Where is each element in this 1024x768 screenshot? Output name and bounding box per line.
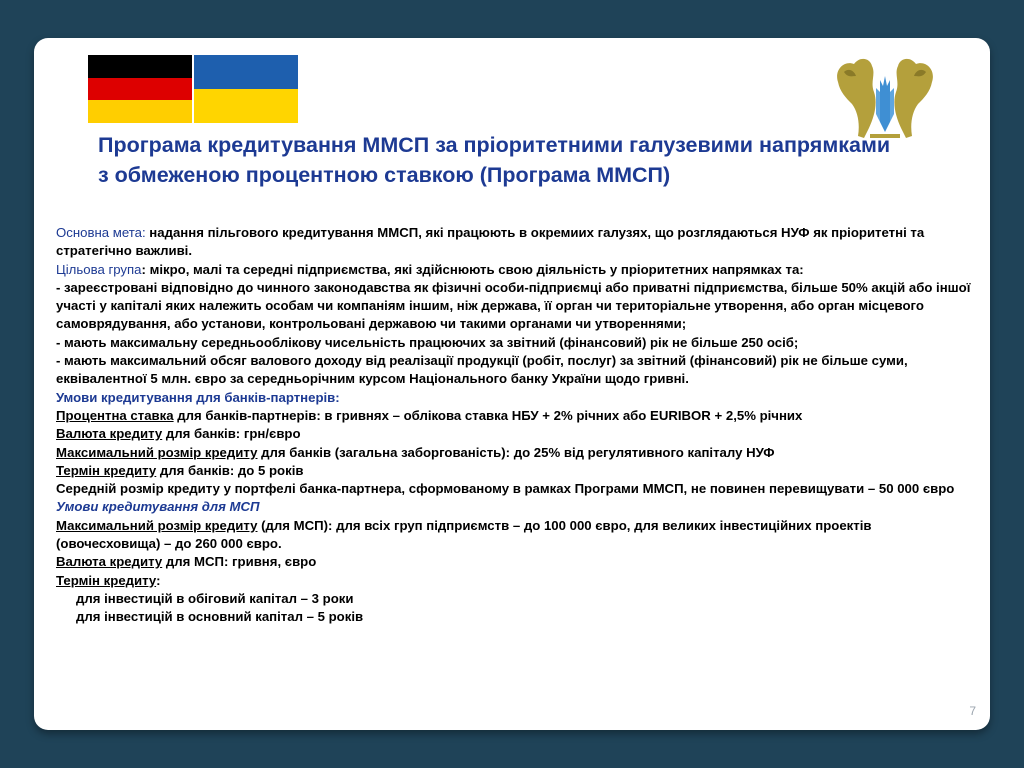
banks-row xyxy=(56,444,976,462)
banks-row-label: Максимальний розмір кредиту xyxy=(56,444,258,460)
nbu-emblem-icon xyxy=(830,52,940,142)
banks-row-text: для банків (загальна заборгованість): до 25% від регулятивного капіталу НУФ xyxy=(257,444,775,460)
sme-row-text: (для МСП): для всіх груп підприємств – до 100 000 євро, для великих інвестиційних проектів (овочесховища) – до 260 000 євро. xyxy=(56,517,872,552)
banks-note: Середній розмір кредиту у портфелі банка-партнера, сформованому в рамках Програми ММСП, не повинен перевищувати – 50 000 євро xyxy=(56,481,955,497)
banks-row xyxy=(56,407,976,425)
banks-row-text: для банків: грн/євро xyxy=(162,426,301,442)
banks-row-text: для банків: до 5 років xyxy=(156,462,304,478)
banks-row xyxy=(56,425,976,443)
banks-row-label: Валюта кредиту xyxy=(56,426,163,442)
sme-term-label: Термін кредиту xyxy=(56,572,157,588)
banks-row-label: Термін кредиту xyxy=(56,462,157,478)
sme-heading: Умови кредитування для МСП xyxy=(56,499,260,515)
target-text: : мікро, малі та середні підприємства, які здійснюють свою діяльність у пріоритетних напрямках та: xyxy=(141,261,804,277)
goal-label: Основна мета: xyxy=(56,225,146,240)
sme-row xyxy=(56,553,976,571)
page-number: 7 xyxy=(969,704,976,718)
page-title: Програма кредитування ММСП за пріоритетними галузевими напрямками з обмеженою процентною ставкою (Програма ММСП) xyxy=(98,133,891,187)
banks-row xyxy=(56,462,976,480)
sme-row-text: для МСП: гривня, євро xyxy=(162,554,317,570)
sme-row xyxy=(56,517,976,554)
goal-paragraph xyxy=(56,224,976,261)
flag-germany-icon xyxy=(88,55,192,123)
banks-row-label: Процентна ставка xyxy=(56,407,174,423)
banks-heading: Умови кредитування для банків-партнерів: xyxy=(56,389,340,405)
sme-term-item: для інвестицій в основний капітал – 5 років xyxy=(76,609,364,625)
sme-term-item: для інвестицій в обіговий капітал – 3 роки xyxy=(76,590,354,606)
slide xyxy=(34,38,990,730)
target-paragraph xyxy=(56,261,976,279)
sme-row-label: Максимальний розмір кредиту xyxy=(56,517,258,533)
sme-term-colon: : xyxy=(156,572,161,588)
sme-term xyxy=(56,572,976,590)
target-label: Цільова група xyxy=(56,261,142,277)
goal-text: надання пільгового кредитування ММСП, які працюють в окремиих галузях, що розглядаються НУФ як пріоритетні та стратегічно важливі. xyxy=(56,225,925,259)
banks-row-text: для банків-партнерів: в гривнях – облікова ставка НБУ + 2% річних або EURIBOR + 2,5% річних xyxy=(173,407,803,423)
flag-ukraine-icon xyxy=(194,55,298,123)
sme-row-label: Валюта кредиту xyxy=(56,554,163,570)
target-item: - зареєстровані відповідно до чинного законодавства як фізичні особи-підприємці або приватні підприємства, більше 50% акцій або іншої участі у капіталі яких належить особам чи компаніям іншим, ніж держава, її орган чи територіальне утворення, або орган місцевого самоврядування, або установи, контрольовані державою чи такими органами чи утвореннями; xyxy=(56,279,971,332)
target-item: - мають максимальну середньооблікову чисельність працюючих за звітний (фінансовий) рік не більше 250 осіб; xyxy=(56,334,799,350)
content-body xyxy=(56,224,976,627)
target-item: - мають максимальний обсяг валового доходу від реалізації продукції (робіт, послуг) за звітний (фінансовий) рік не більше суми, еквівалентної 5 млн. євро за середньорічним курсом Національного банку України щодо гривні. xyxy=(56,353,908,387)
